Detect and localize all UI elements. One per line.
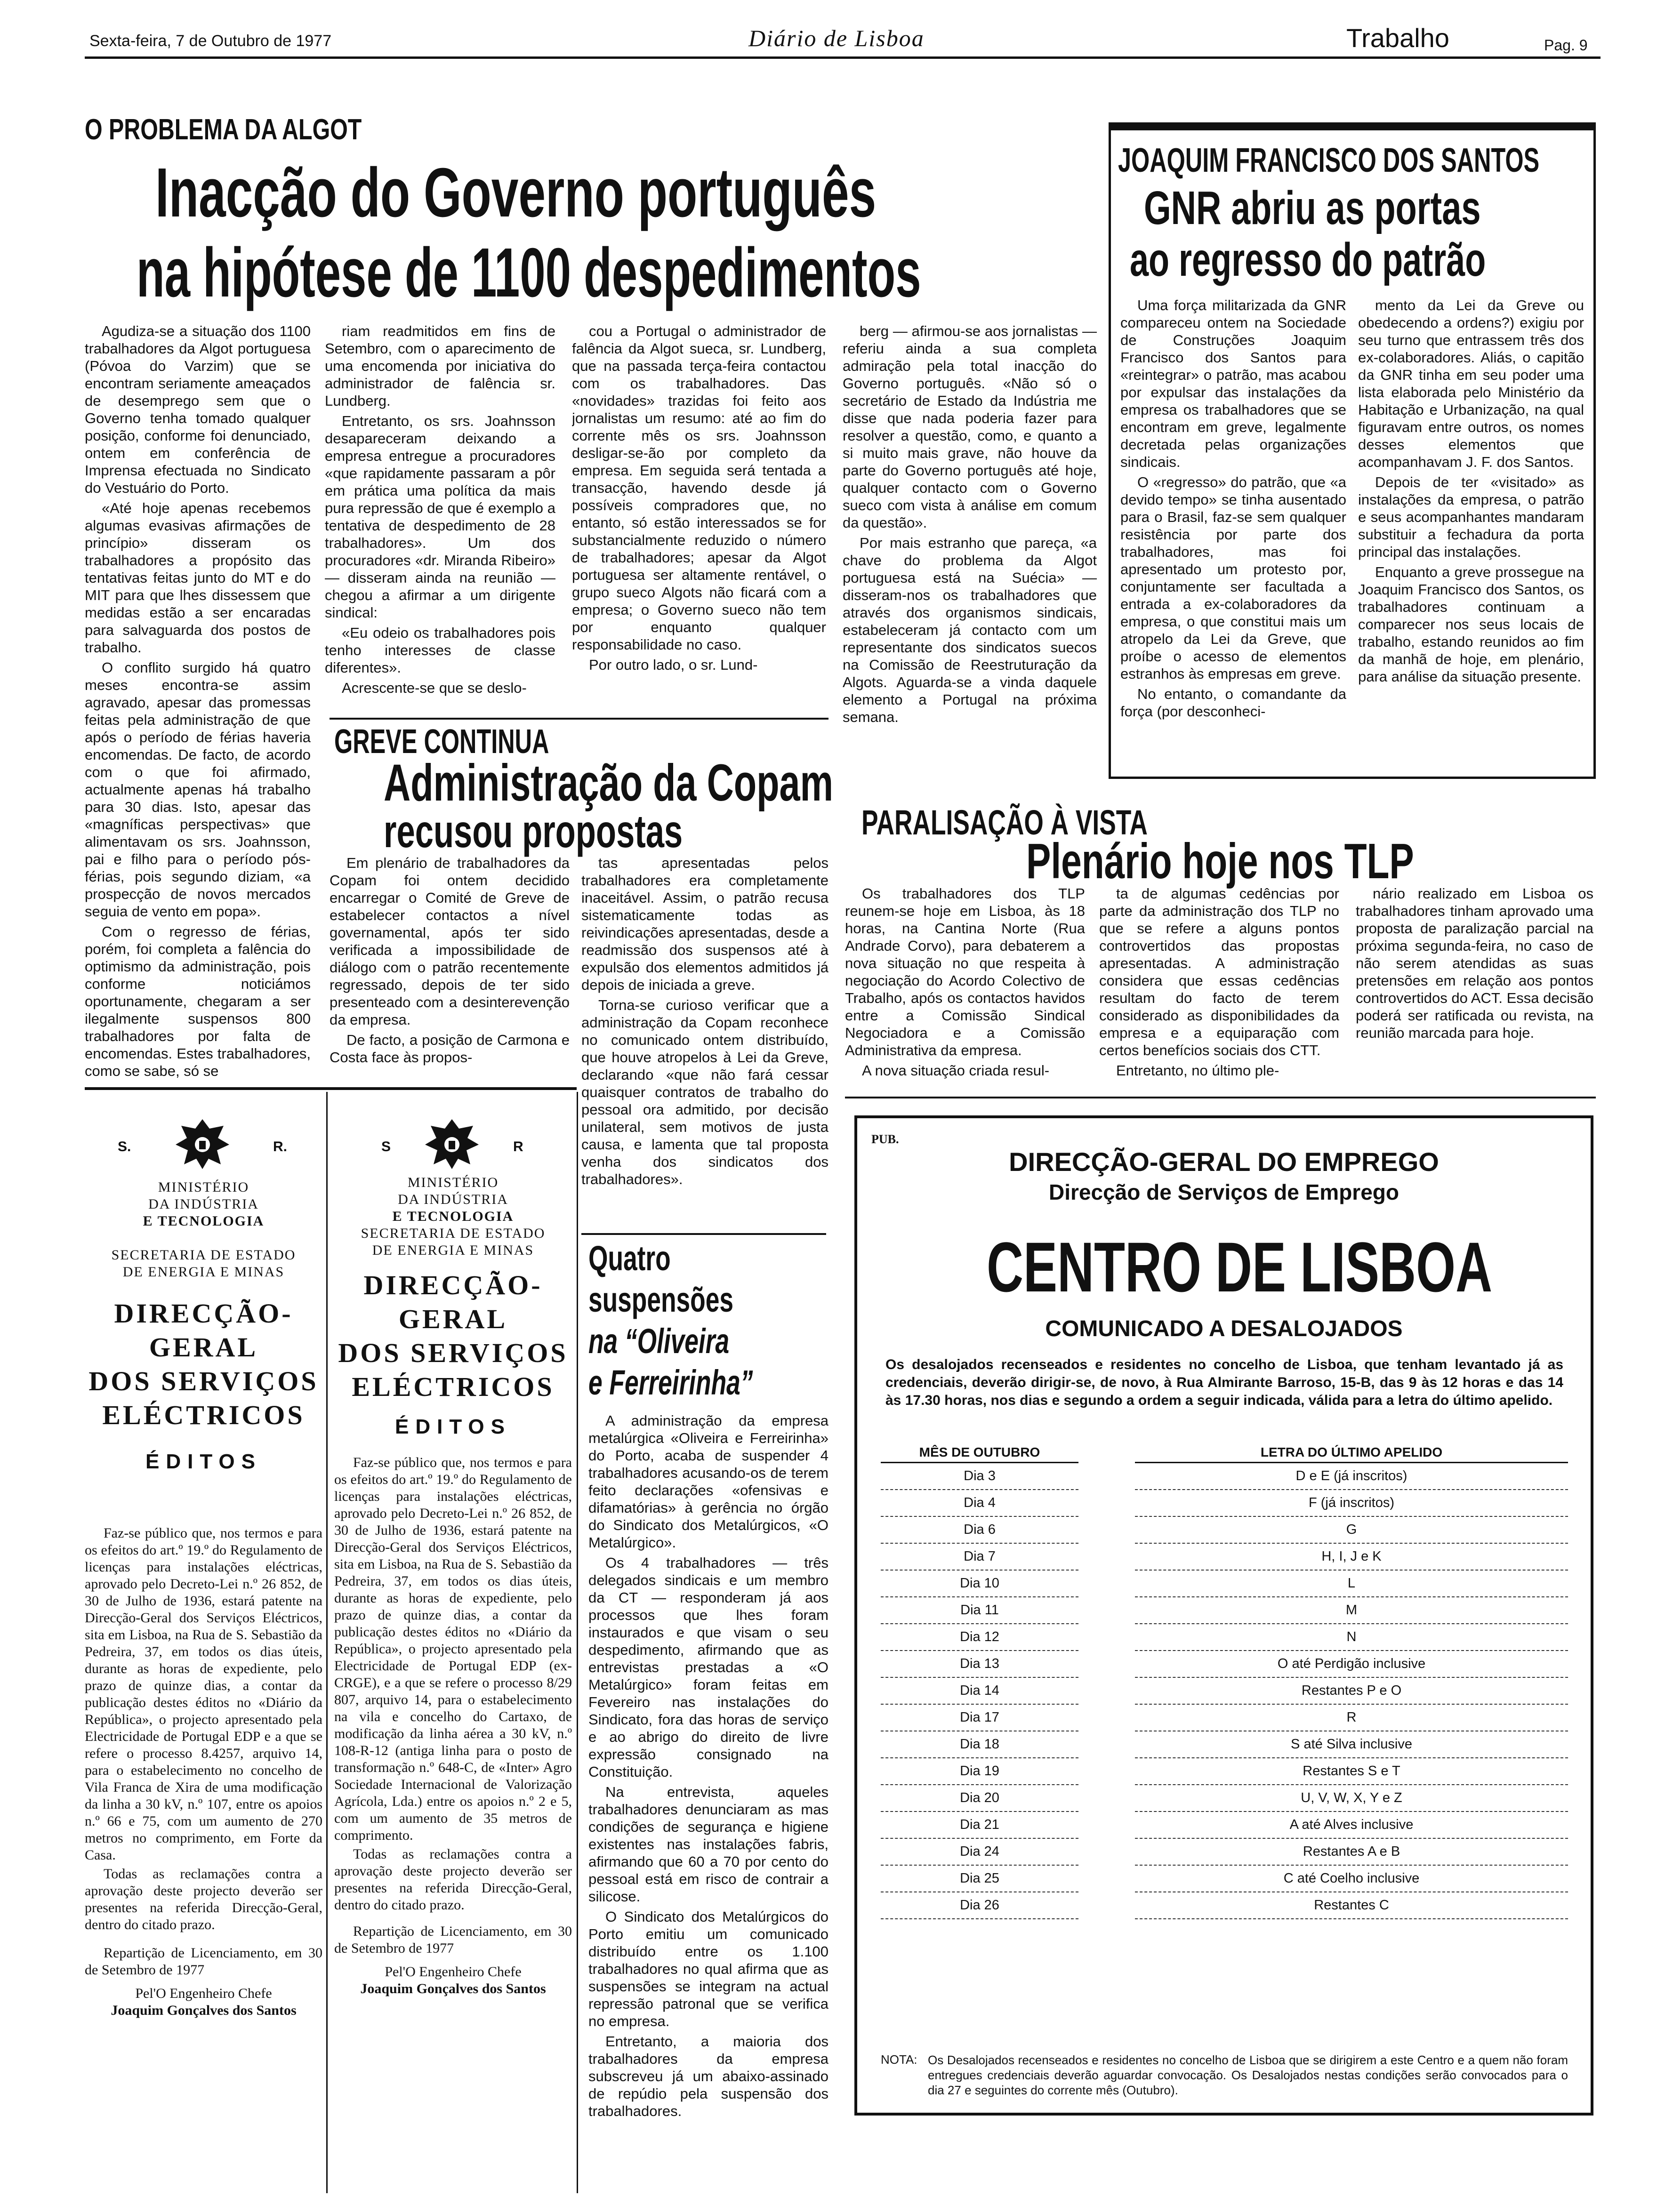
edict-2 [334,1097,572,2198]
schedule-letter: C até Coelho inclusive [1135,1865,1568,1892]
gnr-col-2: mento da Lei da Greve ou obedecendo a ordens?) exigiu por seu turno que entrassem três dos ex-colaboradores. Aliás, o capitão da GNR tinha em seu poder uma lista elaborada pelo Ministério da Habitação e Urbanização, na qual figuravam entre outros, os nomes desses elementos que acompanhavam J. F. dos Santos. Depois de ter «visitado» as instalações da empresa, o patrão e seus acompanhantes mandaram substituir a fechadura da porta principal das instalações. Enquanto a greve prossegue na Joaquim Francisco dos Santos, os trabalhadores continuam a comparecer nos seus locais de trabalho, estando reunidos ao fim da manhã de hoje, em plenário, para análise da situação presente. [1358,297,1584,685]
secretariat-line-2: DE ENERGIA E MINAS [122,1264,285,1280]
algot-headline-2: na hipótese de 1100 despedimentos [137,234,921,312]
copam-headline-2: recusou propostas [384,805,683,857]
lower-section-rule [85,1087,577,1090]
tlp-kicker: PARALISAÇÃO À VISTA [861,803,1148,842]
algot-col-3: cou a Portugal o administrador de falência da Algot sueca, sr. Lundberg, que na passada terça-feira contactou com os trabalhadores. Das «novidades» trazidas foi feito aos jornalistas um resumo: até ao fim do corrente mês os srs. Joahnsson desligar-se-ão por completo da empresa. Em seguida será tentada a transacção, havendo desde já possíveis compradores que, no entanto, só estão interessados se for substancialmente reduzido o número de trabalhadores; apesar da Algot portuguesa ser altamente rentável, o grupo sueco Algots não ficará com a empresa; o Governo sueco não tem por enquanto qualquer responsabilidade no caso. Por outro lado, o sr. Lund- [572,323,826,673]
dg-line-1: DIRECÇÃO-GERAL [114,1298,293,1362]
schedule-day: Dia 25 [881,1865,1078,1892]
schedule-day: Dia 4 [881,1490,1078,1516]
schedule-row [881,1570,1568,1597]
schedule-letter: G [1135,1516,1568,1543]
schedule-row [881,1838,1568,1865]
schedule-letter: Restantes A e B [1135,1838,1568,1865]
schedule-day: Dia 7 [881,1543,1078,1570]
coat-of-arms-icon [172,1115,233,1172]
editos-title: ÉDITOS [145,1450,262,1473]
oliveira-top-rule [581,1233,826,1235]
oliveira-body: A administração da empresa metalúrgica «Oliveira e Ferreirinha» do Porto, acaba de suspender 4 trabalhadores acusando-os de terem feito declarações «ofensivas e difamatórias» à gerência no órgão do Sindicato dos Metalúrgicos, «O Metalúrgico». Os 4 trabalhadores — três delegados sindicais e um membro da CT — responderam já aos processos que lhes foram instaurados e que visam o seu despedimento, afirmando que as entrevistas prestadas a «O Metalúrgico» foram feitas em Fevereiro nas instalações do Sindicato, fora das horas de serviço e ao abrigo do direito de livre expressão consignado na Constituição. Na entrevista, aqueles trabalhadores denunciaram as mas condições de segurança e higiene existentes nas instalações fabris, afirmando que 60 a 70 por cento do pessoal está em risco de contrair a silicose. O Sindicato dos Metalúrgicos do Porto emitiu um comunicado distribuído entre os 1.100 trabalhadores no qual afirma que as suspensões se integram na actual repressão patronal que se verifica no empresa. Entretanto, a maioria dos trabalhadores da empresa subscreveu já um abaixo-assinado de repúdio pela suspensão dos trabalhadores. [588,1412,828,2119]
copam-kicker: GREVE CONTINUA [334,723,549,761]
copam-col-1: Em plenário de trabalhadores da Copam foi ontem decidido encarregar o Comité de Greve de estabelecer contactos a nível governamental, após ter sido verificada a impossibilidade de diálogo com o patrão recentemente regressado, depois de ter sido presenteado com a desinterevenção da empresa. De facto, a posição de Carmona e Costa face às propos- [330,855,570,1066]
ad-intro: Os desalojados recenseados e residentes no concelho de Lisboa, que tenham levantado já as credenciais, deverão dirigir-se, de novo, à Rua Almirante Barroso, 15-B, das 9 às 12 horas e das 14 às 17.30 horas, nos dias e segundo a ordem a seguir indicada, válida para a letra do último apelido. [885,1357,1563,1408]
schedule-day: Dia 12 [881,1624,1078,1651]
schedule-row [881,1463,1568,1490]
schedule-header-row [881,1443,1568,1463]
edict-2-signed: Pel'O Engenheiro Chefe [385,1964,522,1980]
schedule-row [881,1624,1568,1651]
gnr-headline-1: GNR abriu as portas [1144,182,1481,234]
ministry-line-2: DA INDÚSTRIA [398,1192,508,1207]
schedule-letter: H, I, J e K [1135,1543,1568,1570]
edict-divider-2 [577,1092,578,2193]
gnr-col-1: Uma força militarizada da GNR compareceu ontem na Sociedade de Construções Joaquim Francisco dos Santos para «reintegrar» o patrão, mas acabou por expulsar das instalações da empresa os trabalhadores que se encontram em greve, legalmente decretada pelas organizações sindicais. O «regresso» do patrão, que «a devido tempo» se tinha ausentado para o Brasil, faz-se sem qualquer resistência por parte dos trabalhadores, mas foi apresentado um protesto por, conjuntamente ser facultada a entrada a ex-colaboradores da empresa, o que constitui mais um atropelo da Lei da Greve, que proíbe o acesso de elementos estranhos às empresas em greve. No entanto, o comandante da força (por desconheci- [1120,297,1346,720]
copam-headline-1: Administração da Copam [384,754,834,812]
dg-line-3: ELÉCTRICOS [102,1400,305,1430]
editos-title: ÉDITOS [394,1415,511,1438]
edict-2-body: Faz-se público que, nos termos e para os efeitos do art.º 19.º do Regulamento de licenças para instalações eléctricas, aprovado pelo Decreto-Lei n.º 26 852, de 30 de Julho de 1936, estará patente na Direcção-Geral dos Serviços Eléctricos, sita em Lisboa, na Rua de S. Sebastião da Pedreira, 37, em todos os dias úteis, durante as horas de expediente, pelo prazo de quinze dias, a contar da publicação destes éditos no «Diário da República», o projecto apresentado pela Electricidade de Portugal EDP (ex-CRGE), e a que se refere o processo 8/29 807, arquivo 14, para o estabelecimento na vila e concelho do Cartaxo, de modificação da linha aérea a 30 kV, n.º 108-R-12 (antiga linha para o posto de transformação n.º 648-C, de «Inter» Agro Sociedade Internacional de Valorização Agrícola, Lda.) entre os apoios n.º 2 e 5, com um aumento de 35 metros de comprimento. Todas as reclamações contra a aprovação deste projecto deverão ser presentes na referida Direcção-Geral, dentro do citado prazo. Repartição de Licenciamento, em 30 de Setembro de 1977 Pel'O Engenheiro Chefe Joaquim Gonçalves dos Santos [334,1455,572,1996]
schedule-letter: M [1135,1597,1568,1624]
algot-col-4: berg — afirmou-se aos jornalistas — referiu ainda a sua completa admiração pela total inacção do Governo português. «Não só o secretário de Estado da Indústria me disse que nada poderia fazer para resolver a questão, como, e quanto a si muito mais grave, não houve da parte do Governo português até hoje, qualquer contacto com o Governo sueco com vista à análise em comum da questão». Por mais estranho que pareça, «a chave do problema da Algot portuguesa está na Suécia» — disseram-nos os trabalhadores que através dos organismos sindicais, estabeleceram já contacto com um representante dos sindicatos suecos na Comissão de Reestruturação da Algots. Aguarda-se a vinda daquele elemento a Portugal na próxima semana. [843,323,1097,725]
schedule-letter: A até Alves inclusive [1135,1811,1568,1838]
schedule-day: Dia 6 [881,1516,1078,1543]
ad-org-1: DIRECÇÃO-GERAL DO EMPREGO [1009,1147,1439,1177]
schedule-row [881,1704,1568,1731]
schedule-day: Dia 10 [881,1570,1078,1597]
section-name: Trabalho [1346,23,1449,53]
edict-1-name: Joaquim Gonçalves dos Santos [111,2003,297,2018]
dg-line-1: DIRECÇÃO-GERAL [363,1270,543,1334]
schedule-day: Dia 21 [881,1811,1078,1838]
schedule-day: Dia 18 [881,1731,1078,1758]
page-header [0,0,1657,66]
crest-s-letter: S [381,1139,391,1154]
schedule-table [881,1443,1568,1919]
schedule-row [881,1758,1568,1785]
schedule-row [881,1543,1568,1570]
schedule-day: Dia 26 [881,1892,1078,1919]
schedule-letter: O até Perdigão inclusive [1135,1651,1568,1677]
edict-divider [326,1092,328,2193]
schedule-day: Dia 17 [881,1704,1078,1731]
secretariat-line-1: SECRETARIA DE ESTADO [111,1247,296,1263]
dg-line-3: ELÉCTRICOS [352,1371,555,1402]
schedule-letter: D e E (já inscritos) [1135,1463,1568,1490]
algot-col-2: riam readmitidos em fins de Setembro, com o aparecimento de uma encomenda por iniciativa do administrador de falência sr. Lundberg. Entretanto, os srs. Joahnsson desapareceram deixando a empresa entregue a procuradores «que rapidamente passaram a pôr em prática uma política da mais pura repressão de que é exemplo a tentativa de despedimento de 28 trabalhadores». Um dos procuradores «dr. Miranda Ribeiro» — disseram ainda na reunião — chegou a afirmar a um dirigente sindical: «Eu odeio os trabalhadores pois tenho interesses de classe diferentes». Acrescente-se que se deslo- [325,323,555,696]
schedule-row [881,1731,1568,1758]
ad-org-2: Direcção de Serviços de Emprego [1049,1180,1399,1204]
tlp-bottom-rule [845,1097,1596,1098]
schedule-day: Dia 14 [881,1677,1078,1704]
tlp-col-2: ta de algumas cedências por parte da administração dos TLP no que se refere a alguns pontos controvertidos das propostas apresentadas. A administração considera que essas cedências resultam do facto de terem considerado as disponibilidades da empresa e a equiparação com certos benefícios sociais dos CTT. Entretanto, no último ple- [1099,885,1339,1079]
ad-note-label: NOTA: [881,2052,917,2067]
schedule-letter: R [1135,1704,1568,1731]
oliveira-headline: Quatro suspensões na “Oliveira e Ferreirinha” [588,1239,753,1402]
secretariat-line-2: DE ENERGIA E MINAS [372,1242,534,1258]
gnr-headline-2: ao regresso do patrão [1130,233,1486,286]
algot-col-1: Agudiza-se a situação dos 1100 trabalhadores da Algot portuguesa (Póvoa do Varzim) que se encontram seriamente ameaçados de desemprego sem que o Governo tenha tomado qualquer posição, conforme foi denunciado, ontem em conferência de Imprensa efectuada no Sindicato do Vestuário do Porto. «Até hoje apenas recebemos algumas evasivas afirmações de princípio» disseram os trabalhadores a propósito das tentativas feitas junto do MT e do MIT para que lhes dissessem que medidas estão a ser encaradas para salvaguarda dos postos de trabalho. O conflito surgido há quatro meses encontra-se assim agravado, apesar das promessas feitas pela administração de que após o período de férias haveria encomendas. De facto, de acordo com o que foi afirmado, actualmente apenas há trabalho para 30 dias. Isto, apesar das «magníficas perspectivas» que alimentavam os srs. Joahnsson, pai e filho para o período pós-férias, pois segundo diziam, «a prospecção de novos mercados seguia de vento em popa». Com o regresso de férias, porém, foi completa a falência do optimismo da administração, pois conforme noticiámos oportunamente, chegaram a ser ilegalmente suspensos 800 trabalhadores por falta de encomendas. Estes trabalhadores, como se sabe, só se [85,323,311,1079]
schedule-letter: Restantes S e T [1135,1758,1568,1785]
crest-r-letter: R. [273,1139,287,1154]
schedule-row [881,1597,1568,1624]
ministry-line-3: E TECNOLOGIA [143,1213,265,1229]
schedule-letter: Restantes C [1135,1892,1568,1919]
schedule-day: Dia 19 [881,1758,1078,1785]
schedule-row [881,1865,1568,1892]
ad-note: Os Desalojados recenseados e residentes no concelho de Lisboa que se dirigirem a este Centro e a quem não foram entregues credenciais deverão aguardar convocação. Os Desalojados nestas condições serão convocados para o dia 27 e seguintes do corrente mês (Outubro). [928,2053,1568,2097]
centro-lisboa-ad [854,1115,1593,2116]
edict-2-name: Joaquim Gonçalves dos Santos [360,1981,546,1996]
dg-line-2: DOS SERVIÇOS [338,1338,568,1368]
schedule-letter: U, V, W, X, Y e Z [1135,1785,1568,1811]
ad-title: CENTRO DE LISBOA [987,1227,1493,1306]
dg-line-2: DOS SERVIÇOS [88,1366,319,1396]
schedule-row [881,1892,1568,1919]
crest-r-letter: R [513,1139,523,1154]
schedule-letter: S até Silva inclusive [1135,1731,1568,1758]
coat-of-arms-icon [421,1115,483,1172]
copam-col-2: tas apresentadas pelos trabalhadores era completamente inaceitável. Assim, o patrão recusa sistematicamente todas as reivindicações apresentadas, desde a readmissão dos suspensos até à expulsão dos elementos admitidos já depois de iniciada a greve. Torna-se curioso verificar que a administração da Copam reconhece no comunicado ontem distribuído, que houve atropelos à Lei da Greve, declarando «que não fará cessar quaisquer contratos de trabalho do pessoal ora admitido, por decisão unilateral, sem motivos de justa causa, e lamenta que tal proposta venha dos sindicatos dos trabalhadores». [581,855,828,1187]
schedule-letter: N [1135,1624,1568,1651]
edict-1 [85,1097,322,2198]
ad-pub-label: PUB. [871,1132,899,1146]
schedule-day: Dia 24 [881,1838,1078,1865]
schedule-day: Dia 13 [881,1651,1078,1677]
schedule-letter: L [1135,1570,1568,1597]
schedule-row [881,1811,1568,1838]
ministry-line-1: MINISTÉRIO [407,1175,499,1190]
ad-subtitle: COMUNICADO A DESALOJADOS [1045,1316,1403,1341]
header-date: Sexta-feira, 7 de Outubro de 1977 [89,32,332,50]
schedule-row [881,1490,1568,1516]
page-number: Pag. 9 [1544,37,1588,54]
schedule-row [881,1785,1568,1811]
ministry-line-3: E TECNOLOGIA [392,1209,514,1224]
tlp-col-1: Os trabalhadores dos TLP reunem-se hoje em Lisboa, às 18 horas, na Cantina Norte (Rua Andrade Corvo), para debaterem a nova situação no que respeita à negociação do Acordo Colectivo de Trabalho, após os contactos havidos entre a Comissão Sindical Negociadora e a Comissão Administrativa da empresa. A nova situação criada resul- [845,885,1085,1079]
schedule-row [881,1516,1568,1543]
schedule-day: Dia 11 [881,1597,1078,1624]
algot-headline-1: Inacção do Governo português [155,154,877,232]
crest-s-letter: S. [118,1139,131,1154]
col-month-header: MÊS DE OUTUBRO [881,1443,1078,1463]
schedule-letter: Restantes P e O [1135,1677,1568,1704]
schedule-day: Dia 20 [881,1785,1078,1811]
gnr-box-top-rule [1111,125,1593,130]
tlp-col-3: nário realizado em Lisboa os trabalhadores tinham aprovado uma proposta de paralização parcial na próxima segunda-feira, no caso de não serem atendidas as suas pretensões em relação aos pontos controvertidos do ACT. Essa decisão poderá ser ratificada ou revista, na reunião marcada para hoje. [1356,885,1593,1041]
col-letter-header: LETRA DO ÚLTIMO APELIDO [1135,1443,1568,1463]
schedule-letter: F (já inscritos) [1135,1490,1568,1516]
gnr-kicker: JOAQUIM FRANCISCO DOS SANTOS [1118,142,1540,179]
schedule-row [881,1651,1568,1677]
copam-top-rule [330,718,828,720]
schedule-day: Dia 3 [881,1463,1078,1490]
masthead: Diário de Lisboa [748,25,925,51]
header-rule [85,56,1601,59]
ministry-line-1: MINISTÉRIO [158,1179,249,1195]
secretariat-line-1: SECRETARIA DE ESTADO [361,1226,546,1241]
edict-1-signed: Pel'O Engenheiro Chefe [135,1986,272,2001]
schedule-row [881,1677,1568,1704]
ministry-line-2: DA INDÚSTRIA [148,1196,259,1212]
tlp-headline: Plenário hoje nos TLP [1026,834,1414,889]
algot-kicker: O PROBLEMA DA ALGOT [85,113,362,146]
edict-1-body: Faz-se público que, nos termos e para os efeitos do art.º 19.º do Regulamento de licenças para instalações eléctricas, aprovado pelo Decreto-Lei n.º 26 852, de 30 de Julho de 1936, estará patente na Direcção-Geral dos Serviços Eléctricos, sita em Lisboa, na Rua de S. Sebastião da Pedreira, 37, em todos os dias úteis, durante as horas de expediente, pelo prazo de quinze dias, a contar da publicação destes éditos no «Diário da República», o projecto apresentado pela Electricidade de Portugal EDP e a que se refere o processo 8.4257, arquivo 14, para o estabelecimento no concelho de Vila Franca de Xira de uma modificação da linha a 30 kV, n.º 107, entre os apoios n.º 66 e 75, com um aumento de 270 metros no comprimento, em Forte da Casa. Todas as reclamações contra a aprovação deste projecto deverão ser presentes na referida Direcção-Geral, dentro do citado prazo. Repartição de Licenciamento, em 30 de Setembro de 1977 Pel'O Engenheiro Chefe Joaquim Gonçalves dos Santos [85,1525,322,2018]
